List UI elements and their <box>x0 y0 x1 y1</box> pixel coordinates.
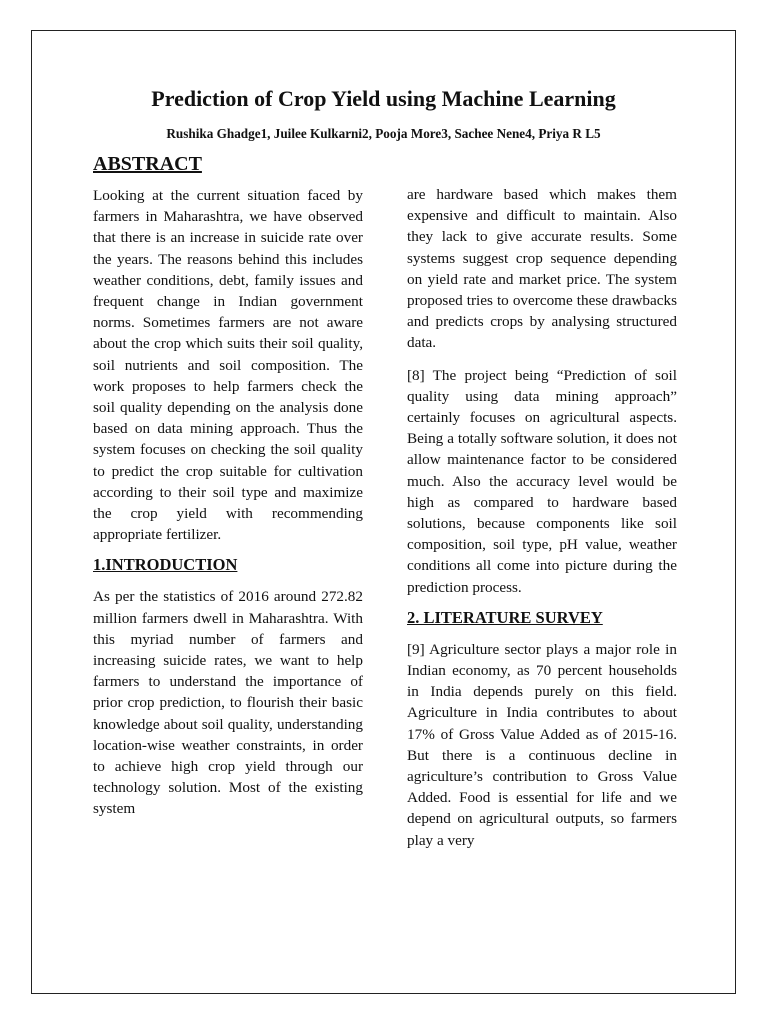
left-column <box>93 153 363 820</box>
abstract-heading: ABSTRACT <box>93 153 202 175</box>
author-list: Rushika Ghadge1, Juilee Kulkarni2, Pooja More3, Sachee Nene4, Priya R L5 <box>166 126 601 141</box>
literature-survey-heading: 2. LITERATURE SURVEY <box>407 607 603 627</box>
introduction-heading: 1.INTRODUCTION <box>93 555 238 575</box>
paper-title: Prediction of Crop Yield using Machine Learning <box>151 86 616 111</box>
abstract-text: Looking at the current situation faced by farmers in Maharashtra, we have observed that there is an increase in suicide rate over the years. The reasons behind this includes weather conditions, debt, family issues and frequent change in Indian government norms. Sometimes farmers are not aware about the crop which suits their soil quality, soil nutrients and soil composition. The work proposes to help farmers check the soil quality depending on the analysis done based on data mining approach. Thus the system focuses on checking the soil quality to predict the crop suitable for cultivation according to their soil type and maximize the crop yield with recommending appropriate fertilizer. <box>93 187 363 544</box>
introduction-text: As per the statistics of 2016 around 272.82 million farmers dwell in Maharashtra. With this myriad number of farmers and increasing suicide rates, we want to help farmers to understand the importance of prior crop prediction, to flourish their basic knowledge about soil quality, understanding location-wise weather constraints, in order to achieve high crop yield through our technology solution. Most of the existing system <box>93 588 363 818</box>
right-column <box>407 153 677 851</box>
system-continuation-text: are hardware based which makes them expensive and difficult to maintain. Also they lack to give accurate results. Some systems suggest crop sequence depending on yield rate and market price. The system proposed tries to overcome these drawbacks and predicts crops by analysing structured data. <box>407 186 677 352</box>
literature-survey-text: [9] Agriculture sector plays a major role in Indian economy, as 70 percent households in India depends purely on this field. Agriculture in India contributes to about 17% of Gross Value Added as of 2015-16. But there is a continuous decline in agriculture’s contribution to Gross Value Added. Food is essential for life and we depend on agricultural outputs, so farmers play a very <box>407 640 677 849</box>
reference-8-text: [8] The project being “Prediction of soil quality using data mining approach” certainly focuses on agricultural aspects. Being a totally software solution, it does not allow maintenance factor to be considered much. Also the accuracy level would be high as compared to hardware based solutions, because components like soil composition, soil type, pH value, weather conditions all come into picture during the prediction process. <box>407 366 677 596</box>
